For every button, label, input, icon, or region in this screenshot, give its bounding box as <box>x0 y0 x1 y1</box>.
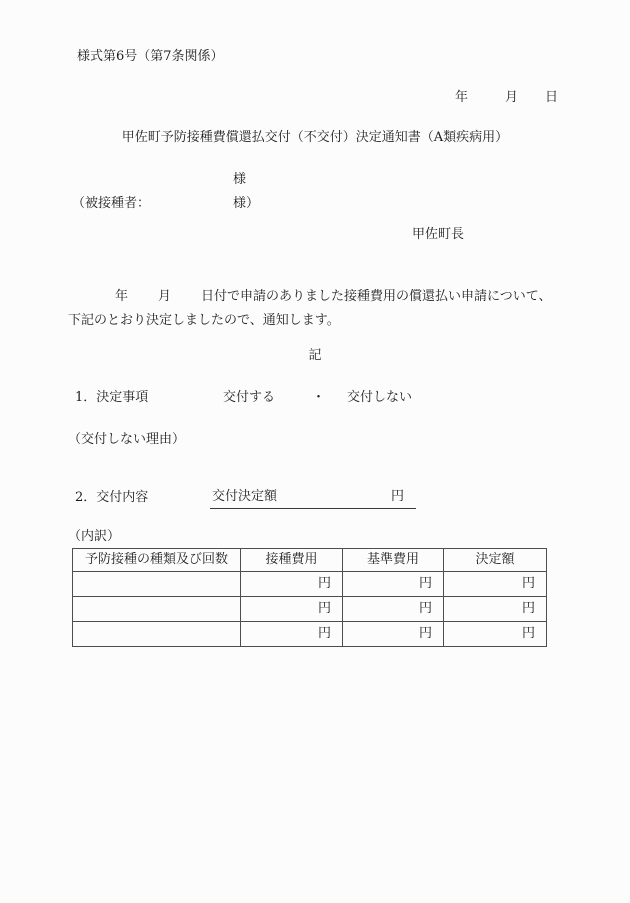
option-no-grant: 交付しない <box>347 390 413 405</box>
date-day-label: 日 <box>545 90 559 105</box>
table-row <box>73 622 547 647</box>
date-year-label: 年 <box>455 90 469 105</box>
cell-yen: 円 <box>241 597 343 622</box>
breakdown-label: （内訳） <box>68 529 121 544</box>
body-year-label: 年 <box>115 289 129 304</box>
cell-yen: 円 <box>444 622 547 647</box>
grant-content-label: 2．交付内容 <box>75 490 149 505</box>
option-grant: 交付する <box>223 390 276 405</box>
header-cell-decided-amount: 決定額 <box>444 549 547 572</box>
document-title: 甲佐町予防接種費償還払交付（不交付）決定通知書（A類疾病用） <box>121 130 509 145</box>
cell-vaccine-type <box>73 597 241 622</box>
decision-item-label: 1．決定事項 <box>75 390 149 405</box>
grant-amount-label: 交付決定額 <box>212 489 278 504</box>
yen-unit-label: 円 <box>390 489 404 504</box>
header-cell-vaccination-cost: 接種費用 <box>241 549 343 572</box>
ki-heading: 記 <box>308 348 322 363</box>
table-header-row <box>73 549 547 572</box>
cell-yen: 円 <box>343 597 444 622</box>
cell-yen: 円 <box>444 597 547 622</box>
body-line-1: 日付で申請のありました接種費用の償還払い申請について、 <box>201 289 552 304</box>
cell-vaccine-type <box>73 622 241 647</box>
recipient-honorific: 様 <box>233 172 247 187</box>
recipient-paren-label: （被接種者： <box>72 196 151 211</box>
cell-vaccine-type <box>73 572 241 597</box>
cell-yen: 円 <box>343 572 444 597</box>
form-number: 様式第6号（第7条関係） <box>77 49 224 64</box>
no-grant-reason-label: （交付しない理由） <box>68 432 186 447</box>
body-month-label: 月 <box>158 289 172 304</box>
sender-name: 甲佐町長 <box>412 227 465 242</box>
cell-yen: 円 <box>241 622 343 647</box>
header-cell-vaccine-type: 予防接種の種類及び回数 <box>73 549 241 572</box>
body-line-2: 下記のとおり決定しましたので、通知します。 <box>68 313 340 328</box>
breakdown-table <box>72 548 547 647</box>
date-month-label: 月 <box>505 90 519 105</box>
cell-yen: 円 <box>241 572 343 597</box>
recipient-paren-honorific: 様） <box>233 196 260 211</box>
cell-yen: 円 <box>343 622 444 647</box>
option-separator: ・ <box>312 390 326 405</box>
table-row <box>73 597 547 622</box>
header-cell-standard-cost: 基準費用 <box>343 549 444 572</box>
table-row <box>73 572 547 597</box>
grant-amount-blank <box>210 489 416 509</box>
cell-yen: 円 <box>444 572 547 597</box>
